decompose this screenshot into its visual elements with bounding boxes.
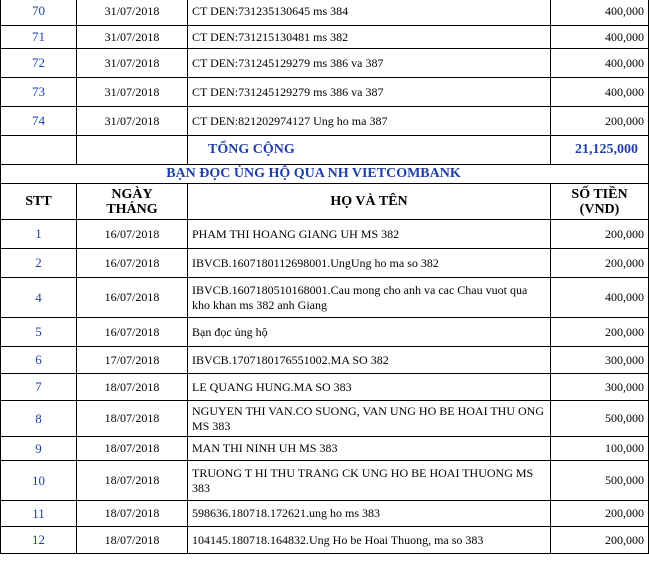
row-stt: 74 bbox=[1, 107, 77, 136]
row-stt: 7 bbox=[1, 374, 77, 401]
row-date: 31/07/2018 bbox=[77, 78, 188, 107]
total-amount: 21,125,000 bbox=[551, 136, 649, 165]
row-description: CT DEN:731235130645 ms 384 bbox=[188, 0, 551, 26]
row-amount: 500,000 bbox=[551, 461, 649, 501]
row-description: TRUONG T HI THU TRANG CK UNG HO BE HOAI THUONG MS 383 bbox=[188, 461, 551, 501]
row-stt: 71 bbox=[1, 26, 77, 49]
section-spacer-right bbox=[551, 165, 649, 184]
row-amount: 400,000 bbox=[551, 278, 649, 318]
header-date bbox=[77, 184, 188, 220]
table-row bbox=[1, 249, 649, 278]
row-stt: 9 bbox=[1, 437, 77, 461]
table-row bbox=[1, 374, 649, 401]
header-stt: STT bbox=[1, 184, 77, 220]
row-description: CT DEN:821202974127 Ung ho ma 387 bbox=[188, 107, 551, 136]
row-description: IBVCB.1707180176551002.MA SO 382 bbox=[188, 347, 551, 374]
row-description: NGUYEN THI VAN.CO SUONG, VAN UNG HO BE HOAI THU ONG MS 383 bbox=[188, 401, 551, 437]
row-stt: 8 bbox=[1, 401, 77, 437]
row-description: LE QUANG HUNG.MA SO 383 bbox=[188, 374, 551, 401]
row-amount: 200,000 bbox=[551, 220, 649, 249]
row-description: 104145.180718.164832.Ung Ho be Hoai Thuong, ma so 383 bbox=[188, 527, 551, 554]
row-stt: 10 bbox=[1, 461, 77, 501]
row-stt: 11 bbox=[1, 501, 77, 527]
row-amount: 200,000 bbox=[551, 249, 649, 278]
row-amount: 200,000 bbox=[551, 107, 649, 136]
row-date: 16/07/2018 bbox=[77, 220, 188, 249]
row-amount: 400,000 bbox=[551, 78, 649, 107]
total-row bbox=[1, 136, 649, 165]
row-amount: 200,000 bbox=[551, 501, 649, 527]
row-date: 31/07/2018 bbox=[77, 49, 188, 78]
row-date: 31/07/2018 bbox=[77, 107, 188, 136]
row-stt: 2 bbox=[1, 249, 77, 278]
table-row bbox=[1, 107, 649, 136]
header-name: HỌ VÀ TÊN bbox=[188, 184, 551, 220]
row-amount: 300,000 bbox=[551, 347, 649, 374]
row-description: CT DEN:731245129279 ms 386 va 387 bbox=[188, 78, 551, 107]
header-amount bbox=[551, 184, 649, 220]
table-row bbox=[1, 437, 649, 461]
row-date: 31/07/2018 bbox=[77, 0, 188, 26]
table-row bbox=[1, 318, 649, 347]
table-row bbox=[1, 26, 649, 49]
row-amount: 500,000 bbox=[551, 401, 649, 437]
row-amount: 100,000 bbox=[551, 437, 649, 461]
total-label: TỔNG CỘNG bbox=[188, 136, 551, 165]
header-amount-line1: SỐ TIỀN bbox=[571, 186, 628, 202]
row-amount: 400,000 bbox=[551, 0, 649, 26]
section-spacer-left bbox=[1, 165, 77, 184]
row-description: Bạn đọc ủng hộ bbox=[188, 318, 551, 347]
row-date: 16/07/2018 bbox=[77, 278, 188, 318]
total-empty-stt bbox=[1, 136, 77, 165]
row-amount: 300,000 bbox=[551, 374, 649, 401]
header-date-line1: NGÀY bbox=[111, 186, 153, 202]
row-date: 31/07/2018 bbox=[77, 26, 188, 49]
row-stt: 70 bbox=[1, 0, 77, 26]
table-row bbox=[1, 0, 649, 26]
table-row bbox=[1, 78, 649, 107]
row-stt: 72 bbox=[1, 49, 77, 78]
row-stt: 4 bbox=[1, 278, 77, 318]
header-amount-line2: (VND) bbox=[579, 201, 620, 217]
row-description: IBVCB.1607180112698001.UngUng ho ma so 382 bbox=[188, 249, 551, 278]
row-description: 598636.180718.172621.ung ho ms 383 bbox=[188, 501, 551, 527]
table-row bbox=[1, 347, 649, 374]
row-stt: 12 bbox=[1, 527, 77, 554]
row-date: 17/07/2018 bbox=[77, 347, 188, 374]
table-row bbox=[1, 220, 649, 249]
header-date-line2: THÁNG bbox=[106, 201, 158, 217]
header-row bbox=[1, 184, 649, 220]
section-title: BẠN ĐỌC ỦNG HỘ QUA NH VIETCOMBANK bbox=[77, 165, 551, 184]
row-date: 18/07/2018 bbox=[77, 437, 188, 461]
total-empty-date bbox=[77, 136, 188, 165]
table-row bbox=[1, 401, 649, 437]
row-date: 16/07/2018 bbox=[77, 249, 188, 278]
row-date: 18/07/2018 bbox=[77, 501, 188, 527]
row-date: 18/07/2018 bbox=[77, 527, 188, 554]
row-amount: 200,000 bbox=[551, 318, 649, 347]
row-description: IBVCB.1607180510168001.Cau mong cho anh va cac Chau vuot qua kho khan ms 382 anh Giang bbox=[188, 278, 551, 318]
row-description: PHAM THI HOANG GIANG UH MS 382 bbox=[188, 220, 551, 249]
row-description: CT DEN:731215130481 ms 382 bbox=[188, 26, 551, 49]
row-stt: 6 bbox=[1, 347, 77, 374]
row-amount: 400,000 bbox=[551, 49, 649, 78]
table-row bbox=[1, 527, 649, 554]
row-stt: 5 bbox=[1, 318, 77, 347]
table-row bbox=[1, 461, 649, 501]
row-stt: 1 bbox=[1, 220, 77, 249]
row-amount: 200,000 bbox=[551, 527, 649, 554]
row-amount: 400,000 bbox=[551, 26, 649, 49]
table-row bbox=[1, 49, 649, 78]
row-date: 18/07/2018 bbox=[77, 401, 188, 437]
row-date: 16/07/2018 bbox=[77, 318, 188, 347]
table-row bbox=[1, 501, 649, 527]
row-date: 18/07/2018 bbox=[77, 374, 188, 401]
row-description: MAN THI NINH UH MS 383 bbox=[188, 437, 551, 461]
row-date: 18/07/2018 bbox=[77, 461, 188, 501]
row-description: CT DEN:731245129279 ms 386 va 387 bbox=[188, 49, 551, 78]
table-row bbox=[1, 278, 649, 318]
section-title-row bbox=[1, 165, 649, 184]
row-stt: 73 bbox=[1, 78, 77, 107]
